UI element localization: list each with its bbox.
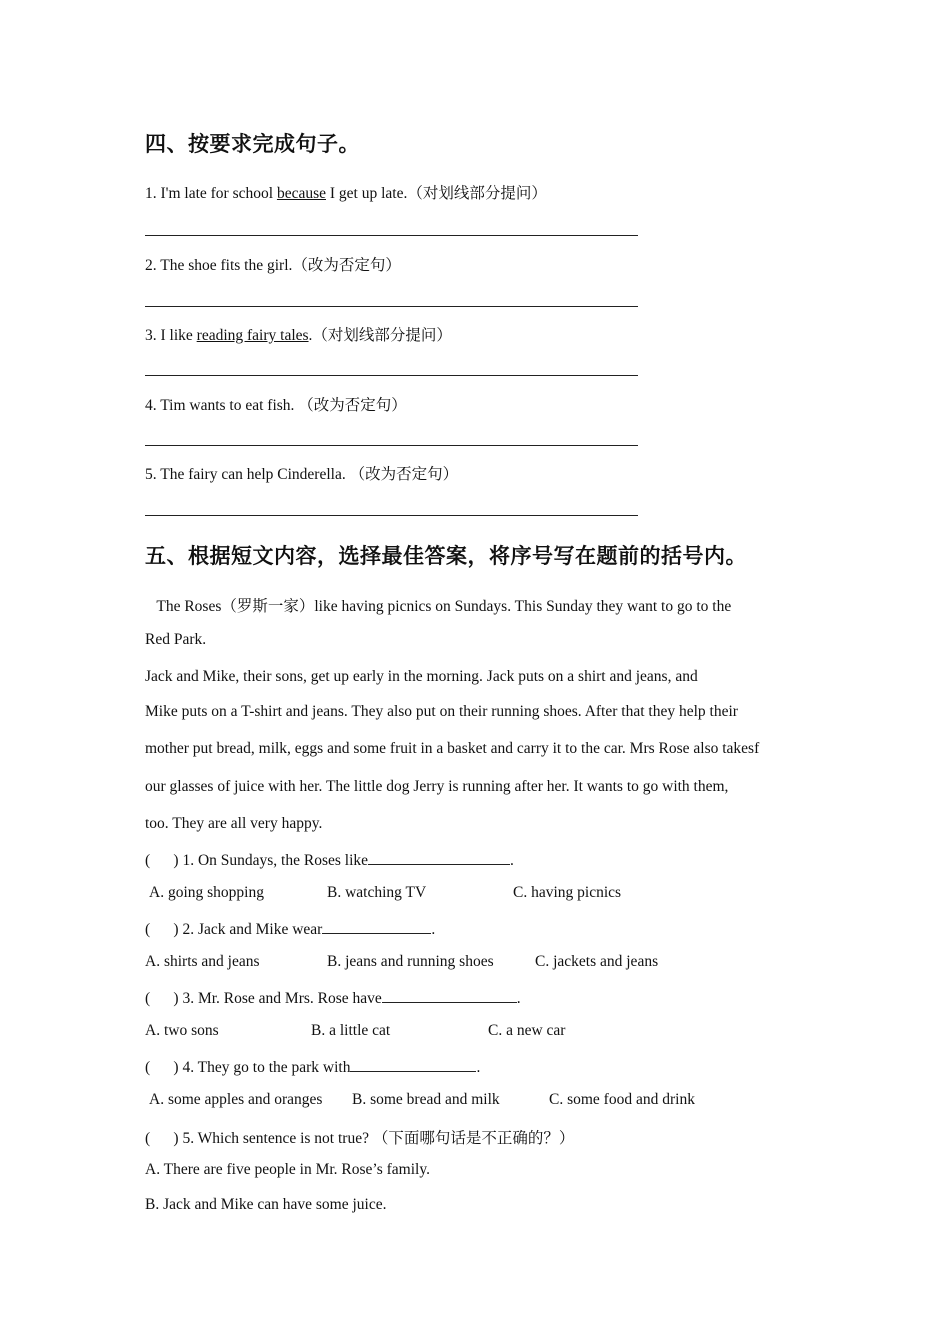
- question-2-blank[interactable]: [322, 919, 431, 934]
- passage-line-4: Mike puts on a T-shirt and jeans. They also put on their running shoes. After that they help their: [145, 703, 738, 720]
- s4-item-3: [145, 323, 452, 345]
- q1-option-b[interactable]: B. watching TV: [327, 884, 427, 901]
- s4-item-1-underlined: because: [276, 185, 326, 202]
- q4-option-b[interactable]: B. some bread and milk: [352, 1091, 500, 1108]
- question-1: [145, 850, 514, 870]
- q2-option-a[interactable]: A. shirts and jeans: [145, 953, 260, 970]
- q2-option-b[interactable]: B. jeans and running shoes: [327, 953, 494, 970]
- question-4-end: .: [476, 1059, 481, 1076]
- s4-answer-line-3[interactable]: [145, 375, 638, 376]
- s4-item-2-text: 2. The shoe fits the girl.（改为否定句）: [145, 257, 401, 274]
- section5-title: 五、根据短文内容，选择最佳答案，将序号写在题前的括号内。: [145, 544, 747, 568]
- s4-item-5-text: 5. The fairy can help Cinderella. （改为否定句）: [145, 466, 459, 483]
- passage-line-5: mother put bread, milk, eggs and some fruit in a basket and carry it to the car. Mrs Rose also takesf: [145, 740, 760, 757]
- question-1-end: .: [510, 852, 514, 869]
- question-2-end: .: [431, 921, 436, 938]
- s4-item-3-underlined: reading fairy tales: [196, 327, 309, 344]
- s4-answer-line-5[interactable]: [145, 515, 638, 516]
- s4-answer-line-1[interactable]: [145, 235, 638, 236]
- question-3: [145, 988, 521, 1008]
- s4-item-2: [145, 253, 401, 275]
- s4-item-3-text: 3. I like: [145, 327, 197, 344]
- question-2: [145, 919, 435, 939]
- question-5: [145, 1126, 574, 1148]
- question-1-stem: ( ) 1. On Sundays, the Roses like: [145, 852, 369, 869]
- passage-line-7: too. They are all very happy.: [145, 815, 323, 832]
- s4-item-4: [145, 393, 407, 415]
- s4-item-1: [145, 181, 547, 203]
- question-4: [145, 1057, 480, 1077]
- question-1-blank[interactable]: [368, 850, 510, 865]
- section4-title: 四、按要求完成句子。: [145, 132, 360, 156]
- question-3-stem: ( ) 3. Mr. Rose and Mrs. Rose have: [145, 990, 382, 1007]
- q5-option-b[interactable]: B. Jack and Mike can have some juice.: [145, 1196, 387, 1213]
- question-3-blank[interactable]: [382, 988, 517, 1003]
- passage-line-6: our glasses of juice with her. The little dog Jerry is running after her. It wants to go with them,: [145, 778, 729, 795]
- s4-answer-line-2[interactable]: [145, 306, 638, 307]
- s4-item-3-instruction: .（对划线部分提问）: [308, 327, 452, 344]
- question-3-end: .: [516, 990, 521, 1007]
- q3-option-c[interactable]: C. a new car: [488, 1022, 566, 1039]
- s4-item-4-text: 4. Tim wants to eat fish. （改为否定句）: [145, 397, 407, 414]
- question-4-stem: ( ) 4. They go to the park with: [145, 1059, 351, 1076]
- q1-option-c[interactable]: C. having picnics: [513, 884, 622, 901]
- question-5-stem: ( ) 5. Which sentence is not true? （下面哪句话是不正确的？）: [145, 1130, 575, 1147]
- s4-item-1-instruction: I get up late.（对划线部分提问）: [326, 185, 547, 202]
- passage-line-1: The Roses（罗斯一家）like having picnics on Sundays. This Sunday they want to go to the: [145, 598, 732, 615]
- s4-item-1-text: 1. I'm late for school: [145, 185, 277, 202]
- passage-line-3: Jack and Mike, their sons, get up early in the morning. Jack puts on a shirt and jeans, and: [145, 668, 698, 685]
- s4-item-5: [145, 462, 458, 484]
- question-4-blank[interactable]: [350, 1057, 476, 1072]
- s4-answer-line-4[interactable]: [145, 445, 638, 446]
- q2-option-c[interactable]: C. jackets and jeans: [535, 953, 659, 970]
- passage-line-2: Red Park.: [145, 631, 207, 648]
- q3-option-a[interactable]: A. two sons: [145, 1022, 219, 1039]
- question-2-stem: ( ) 2. Jack and Mike wear: [145, 921, 323, 938]
- q3-option-b[interactable]: B. a little cat: [311, 1022, 391, 1039]
- q4-option-c[interactable]: C. some food and drink: [549, 1091, 695, 1108]
- q1-option-a[interactable]: A. going shopping: [149, 884, 264, 901]
- q4-option-a[interactable]: A. some apples and oranges: [149, 1091, 323, 1108]
- q5-option-a[interactable]: A. There are five people in Mr. Rose’s family.: [145, 1161, 430, 1178]
